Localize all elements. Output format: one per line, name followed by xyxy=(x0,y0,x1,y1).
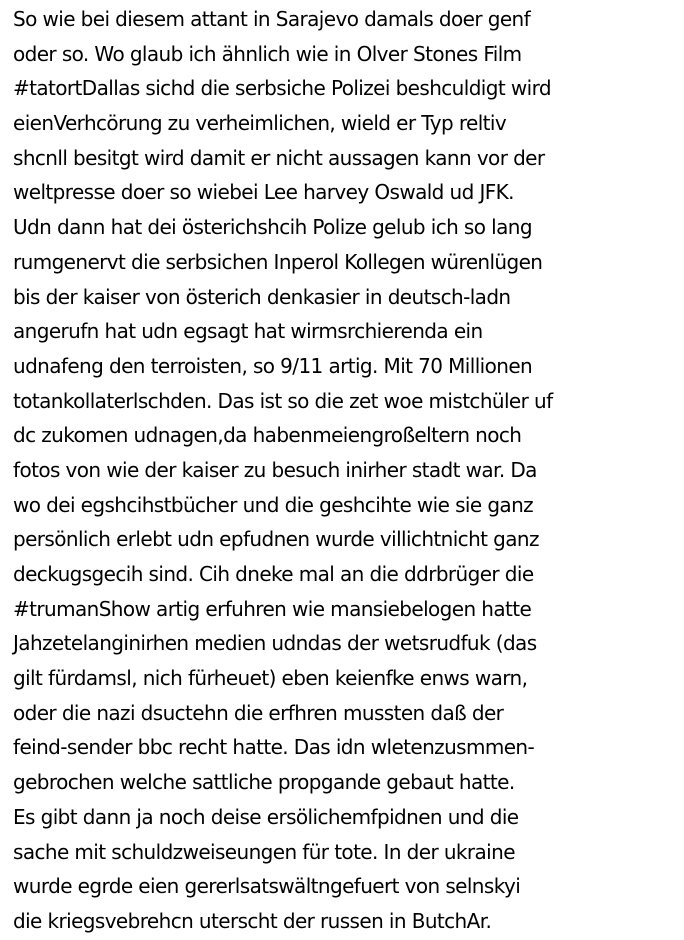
text-line-25: sache mit schuldzweiseungen für tote. In der ukraine xyxy=(13,839,515,864)
text-line-21: oder die nazi dsuctehn die erfhren mussten daß der xyxy=(13,700,504,725)
body-text xyxy=(13,2,681,939)
text-line-17: deckugsgecih sind. Cih dneke mal an die ddrbrüger die xyxy=(13,562,534,586)
text-line-1: So wie bei diesem attant in Sarajevo damals doer genf xyxy=(13,7,531,31)
text-line-20: gilt fürdamsl, nich fürheuet) eben keienfke enws warn, xyxy=(13,666,528,691)
text-line-26: wurde egrde eien gererlsatswältngefuert von selnskyi xyxy=(13,874,521,899)
text-line-9: bis der kaiser von österich denkasier in deutsch-ladn xyxy=(13,284,511,309)
text-line-3: #tatortDallas sichd die serbsiche Polizei beshculdigt wird xyxy=(13,76,551,101)
text-line-14: fotos von wie der kaiser zu besuch inirher stadt war. Da xyxy=(13,457,537,482)
text-line-15: wo dei egshcihstbücher und die geshcihte wie sie ganz xyxy=(13,492,534,517)
text-line-27: die kriegsvebrehcn uterscht der russen in ButchAr. xyxy=(13,908,492,933)
text-line-4: eienVerhcörung zu verheimlichen, wield er Typ reltiv xyxy=(13,111,507,136)
text-line-8: rumgenervt die serbsichen Inperol Kollegen würenlügen xyxy=(13,249,543,274)
text-line-12: totankollaterlschden. Das ist so die zet woe mistchüler uf xyxy=(13,388,553,413)
text-line-24: Es gibt dann ja noch deise ersölichemfpidnen und die xyxy=(13,804,519,829)
text-line-2: oder so. Wo glaub ich ähnlich wie in Olver Stones Film xyxy=(13,41,522,66)
text-line-18: #trumanShow artig erfuhren wie mansiebelogen hatte xyxy=(13,596,532,621)
text-line-23: gebrochen welche sattliche propgande gebaut hatte. xyxy=(13,770,515,795)
text-line-6: weltpresse doer so wiebei Lee harvey Oswald ud JFK. xyxy=(13,180,514,205)
text-line-22: feind-sender bbc recht hatte. Das idn wletenzusmmen- xyxy=(13,735,535,760)
text-line-16: persönlich erlebt udn epfudnen wurde villichtnicht ganz xyxy=(13,527,539,552)
text-line-11: udnafeng den terroisten, so 9/11 artig. Mit 70 Millionen xyxy=(13,353,533,378)
text-line-13: dc zukomen udnagen,da habenmeiengroßeltern noch xyxy=(13,423,522,448)
text-line-5: shcnll besitgt wird damit er nicht aussagen kann vor der xyxy=(13,145,545,170)
text-line-7: Udn dann hat dei österichshcih Polize gelub ich so lang xyxy=(13,215,532,240)
text-line-19: Jahzetelanginirhen medien udndas der wetsrudfuk (das xyxy=(13,631,537,656)
text-line-10: angerufn hat udn egsagt hat wirmsrchierenda ein xyxy=(13,319,483,344)
